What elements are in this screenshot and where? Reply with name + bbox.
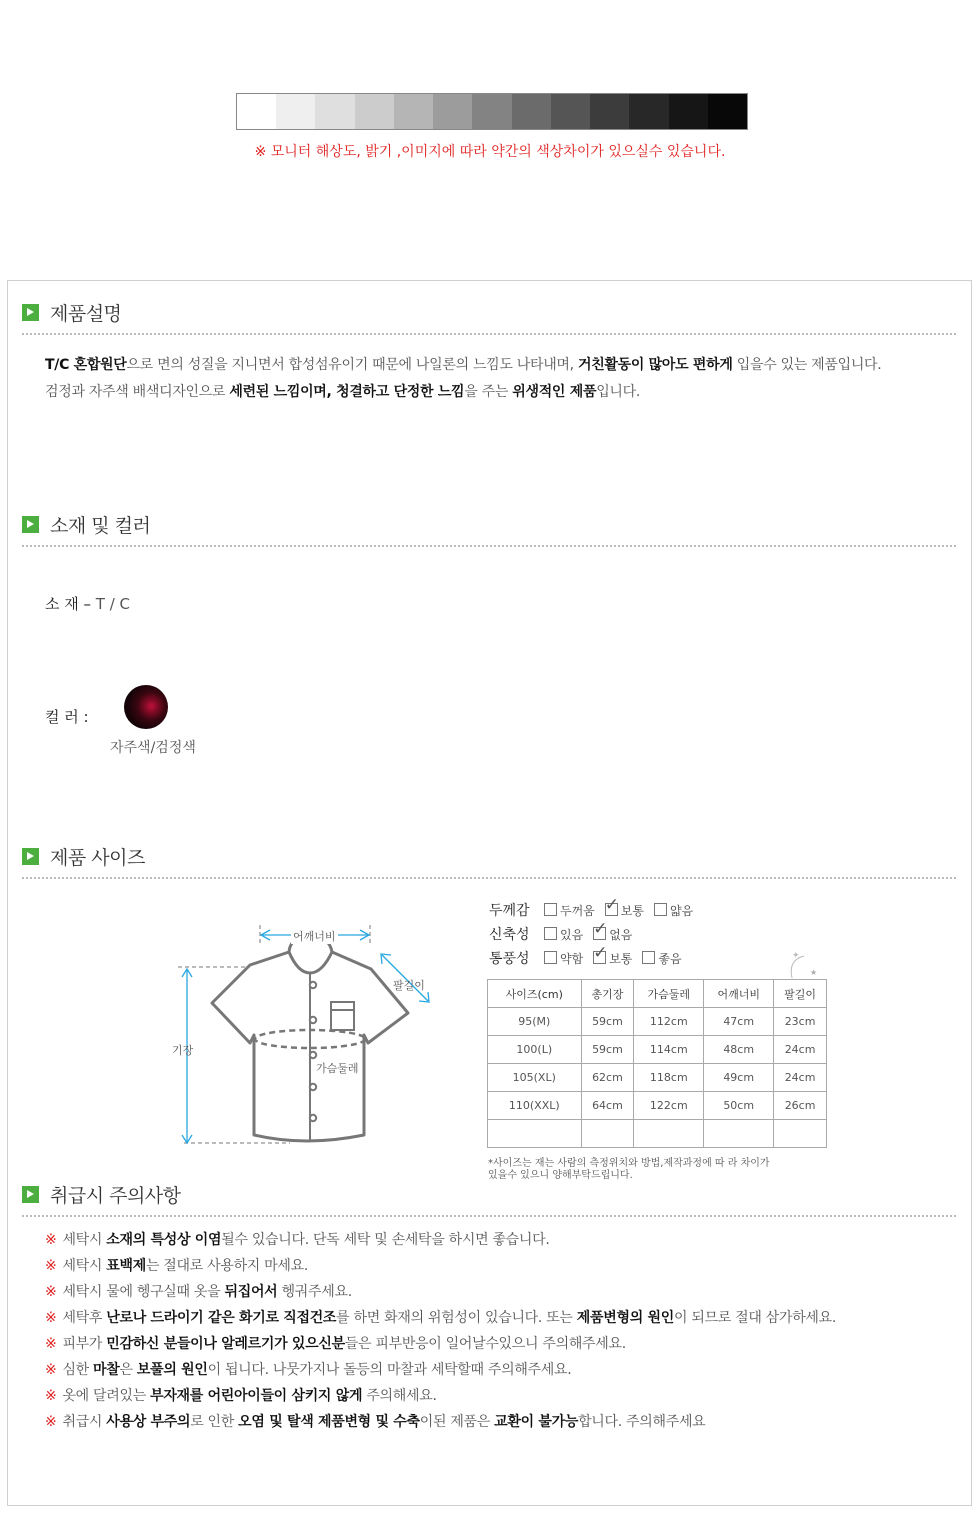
care-item xyxy=(45,1385,437,1405)
checkbox-icon xyxy=(593,951,606,964)
color-notice: ※ 모니터 해상도, 밝기 ,이미지에 따라 약간의 색상차이가 있으실수 있습니다. xyxy=(254,144,726,160)
section-header-size xyxy=(22,837,956,879)
size-note-line: 있을수 있으니 양해부탁드립니다. xyxy=(488,1170,633,1181)
table-cell: 122cm xyxy=(634,1092,704,1120)
table-cell: 114cm xyxy=(634,1036,704,1064)
checkbox-icon xyxy=(544,927,557,940)
option-label: 두꺼움 xyxy=(560,904,595,918)
text-segment: 합니다. 주의해주세요 xyxy=(578,1414,706,1430)
emphasis-text: 거친활동이 많아도 편하게 xyxy=(577,357,733,373)
svg-text:✦: ✦ xyxy=(792,951,800,961)
text-segment: 취급시 xyxy=(62,1414,107,1430)
text-segment: 이된 제품은 xyxy=(419,1414,495,1430)
grayscale-step xyxy=(355,94,394,129)
text-segment: 들은 피부반응이 일어날수있으니 주의해주세요. xyxy=(344,1336,626,1352)
pocket xyxy=(331,1002,354,1030)
text-segment: 을 주는 xyxy=(464,384,513,400)
table-cell xyxy=(488,1120,582,1148)
grayscale-step xyxy=(433,94,472,129)
text-segment: 이 됩니다. 나뭇가지나 돌등의 마찰과 세탁할때 주의해주세요. xyxy=(207,1362,572,1378)
checkbox-icon xyxy=(593,927,606,940)
table-cell: 59cm xyxy=(581,1008,634,1036)
grayscale-step xyxy=(472,94,511,129)
table-cell: 112cm xyxy=(634,1008,704,1036)
table-cell xyxy=(774,1120,827,1148)
checkbox-icon xyxy=(605,903,618,916)
table-cell: 23cm xyxy=(774,1008,827,1036)
shirt-diagram xyxy=(150,915,450,1155)
text-segment: 입니다. xyxy=(596,384,641,400)
arrow-box-icon xyxy=(22,304,39,321)
option-label: 보통 xyxy=(620,904,644,918)
text-segment: 으로 면의 성질을 지니면서 합성섬유이기 때문에 나일론의 느낌도 나타내며, xyxy=(126,357,578,373)
table-cell: 24cm xyxy=(774,1064,827,1092)
reference-mark: ※ xyxy=(45,1362,57,1378)
grayscale-bar xyxy=(236,93,748,130)
table-cell xyxy=(581,1120,634,1148)
section-title: 제품설명 xyxy=(50,303,122,325)
property-elasticity xyxy=(489,924,642,944)
text-segment: 주의해세요. xyxy=(362,1388,437,1404)
care-item xyxy=(45,1255,308,1275)
material-row xyxy=(45,593,130,614)
property-option xyxy=(642,952,681,966)
table-cell: 26cm xyxy=(774,1092,827,1120)
grayscale-step xyxy=(708,94,747,129)
checkbox-icon xyxy=(544,903,557,916)
text-segment: 헹궈주세요. xyxy=(277,1284,352,1300)
description-line-1 xyxy=(45,351,881,379)
text-segment: 세탁후 xyxy=(62,1310,107,1326)
section-header-care xyxy=(22,1175,956,1217)
property-option xyxy=(605,904,644,918)
option-label: 보통 xyxy=(609,952,633,966)
table-cell: 64cm xyxy=(581,1092,634,1120)
shoulder-label: 어깨너비 xyxy=(293,930,336,943)
reference-mark: ※ xyxy=(45,1414,57,1430)
reference-mark: ※ xyxy=(45,1388,57,1404)
text-segment: 될수 있습니다. 단독 세탁 및 손세탁을 하시면 좋습니다. xyxy=(221,1232,550,1248)
text-segment: 피부가 xyxy=(62,1336,107,1352)
emphasis-text: 사용상 부주의 xyxy=(106,1414,191,1430)
reference-mark: ※ xyxy=(45,1336,57,1352)
text-segment: 세탁시 xyxy=(62,1258,107,1274)
grayscale-step xyxy=(629,94,668,129)
table-cell: 24cm xyxy=(774,1036,827,1064)
grayscale-step xyxy=(512,94,551,129)
property-option xyxy=(593,928,632,942)
text-segment: 를 하면 화재의 위험성이 있습니다. 또는 xyxy=(336,1310,577,1326)
grayscale-step xyxy=(590,94,629,129)
table-cell: 49cm xyxy=(704,1064,774,1092)
section-title: 소재 및 컬러 xyxy=(50,515,151,537)
table-row xyxy=(488,1008,827,1036)
property-label: 신축성 xyxy=(489,927,530,943)
property-option xyxy=(654,904,693,918)
emphasis-text: 보풀의 원인 xyxy=(136,1362,208,1378)
section-header-material xyxy=(22,505,956,547)
text-segment: 로 인한 xyxy=(190,1414,239,1430)
emphasis-text: 뒤집어서 xyxy=(224,1284,278,1300)
color-name: 자주색/검정색 xyxy=(110,740,196,756)
reference-mark: ※ xyxy=(45,1258,57,1274)
text-segment: 은 xyxy=(119,1362,137,1378)
table-row xyxy=(488,1064,827,1092)
emphasis-text: 위생적인 제품 xyxy=(512,384,597,400)
care-item xyxy=(45,1411,705,1431)
table-cell: 110(XXL) xyxy=(488,1092,582,1120)
property-label: 통풍성 xyxy=(489,951,530,967)
text-segment: 심한 xyxy=(62,1362,94,1378)
option-label: 얇음 xyxy=(669,904,694,918)
table-cell: 105(XL) xyxy=(488,1064,582,1092)
table-cell: 59cm xyxy=(581,1036,634,1064)
option-label: 약함 xyxy=(560,952,584,966)
option-label: 있음 xyxy=(560,928,584,942)
care-item xyxy=(45,1281,352,1301)
material-label: 소 재 – xyxy=(45,595,96,613)
grayscale-step xyxy=(315,94,354,129)
table-header: 가슴둘레 xyxy=(634,980,704,1008)
section-header-description xyxy=(22,293,956,335)
table-cell: 48cm xyxy=(704,1036,774,1064)
color-swatch xyxy=(124,685,168,729)
text-segment: 옷에 달려있는 xyxy=(62,1388,151,1404)
grayscale-step xyxy=(551,94,590,129)
text-segment: 이 되므로 절대 삼가하세요. xyxy=(673,1310,837,1326)
emphasis-text: 오염 및 탈색 제품변형 및 수축 xyxy=(238,1414,420,1430)
reference-mark: ※ xyxy=(45,1284,57,1300)
sleeve-label: 팔길이 xyxy=(393,979,425,992)
emphasis-text: 소재의 특성상 이염 xyxy=(106,1232,222,1248)
option-label: 좋음 xyxy=(658,952,682,966)
table-cell: 95(M) xyxy=(488,1008,582,1036)
emphasis-text: 교환이 불가능 xyxy=(494,1414,579,1430)
checkbox-icon xyxy=(544,951,557,964)
grayscale-step xyxy=(669,94,708,129)
table-cell: 50cm xyxy=(704,1092,774,1120)
property-option xyxy=(593,952,632,966)
property-option xyxy=(544,952,583,966)
size-table xyxy=(487,979,827,1148)
length-label: 기장 xyxy=(172,1044,194,1057)
emphasis-text: 세련된 느낌이며, 청결하고 단정한 느낌 xyxy=(229,384,465,400)
table-cell xyxy=(634,1120,704,1148)
svg-text:★: ★ xyxy=(810,968,818,977)
property-ventilation xyxy=(489,948,692,968)
chest-label: 가슴둘레 xyxy=(316,1062,359,1075)
grayscale-step xyxy=(276,94,315,129)
arrow-box-icon xyxy=(22,848,39,865)
description-line-2 xyxy=(45,378,640,406)
property-label: 두께감 xyxy=(489,903,530,919)
care-item xyxy=(45,1229,550,1249)
table-cell: 118cm xyxy=(634,1064,704,1092)
table-row xyxy=(488,1036,827,1064)
text-segment: 는 절대로 사용하지 마세요. xyxy=(145,1258,309,1274)
property-option xyxy=(544,928,583,942)
section-title: 취급시 주의사항 xyxy=(50,1185,181,1207)
emphasis-text: 부자재를 어린아이들이 삼키지 않게 xyxy=(150,1388,363,1404)
table-header: 어깨너비 xyxy=(704,980,774,1008)
material-value: T / C xyxy=(95,595,131,613)
care-item xyxy=(45,1359,571,1379)
text-segment: 입을수 있는 제품입니다. xyxy=(732,357,882,373)
table-row xyxy=(488,1092,827,1120)
checkbox-icon xyxy=(642,951,655,964)
table-header: 총기장 xyxy=(581,980,634,1008)
grayscale-step xyxy=(237,94,276,129)
size-note-line: *사이즈는 재는 사람의 측정위치와 방법,제작과정에 따 라 차이가 xyxy=(488,1158,770,1169)
table-cell xyxy=(704,1120,774,1148)
text-segment: 검정과 자주색 배색디자인으로 xyxy=(45,384,230,400)
table-cell: 47cm xyxy=(704,1008,774,1036)
property-option xyxy=(544,904,595,918)
emphasis-text: 표백제 xyxy=(106,1258,146,1274)
emphasis-text: 민감하신 분들이나 알레르기가 있으신분 xyxy=(106,1336,345,1352)
section-title: 제품 사이즈 xyxy=(50,847,145,869)
grayscale-step xyxy=(394,94,433,129)
table-row xyxy=(488,1120,827,1148)
text-segment: 세탁시 xyxy=(62,1232,107,1248)
text-segment: 세탁시 물에 헹구실때 옷을 xyxy=(62,1284,225,1300)
color-label: 컬 러 : xyxy=(45,708,89,726)
moon-star-icon xyxy=(782,948,822,980)
checkbox-icon xyxy=(654,903,667,916)
reference-mark: ※ xyxy=(45,1232,57,1248)
property-thickness xyxy=(489,900,703,920)
emphasis-text: T/C 혼합원단 xyxy=(45,357,127,373)
arrow-box-icon xyxy=(22,516,39,533)
table-cell: 62cm xyxy=(581,1064,634,1092)
reference-mark: ※ xyxy=(45,1310,57,1326)
emphasis-text: 난로나 드라이기 같은 화기로 직접건조 xyxy=(106,1310,337,1326)
table-header: 사이즈(cm) xyxy=(488,980,582,1008)
emphasis-text: 제품변형의 원인 xyxy=(576,1310,674,1326)
care-item xyxy=(45,1333,626,1353)
care-item xyxy=(45,1307,836,1327)
table-header: 팔길이 xyxy=(774,980,827,1008)
table-cell: 100(L) xyxy=(488,1036,582,1064)
option-label: 없음 xyxy=(609,928,633,942)
arrow-box-icon xyxy=(22,1186,39,1203)
emphasis-text: 마찰 xyxy=(93,1362,120,1378)
